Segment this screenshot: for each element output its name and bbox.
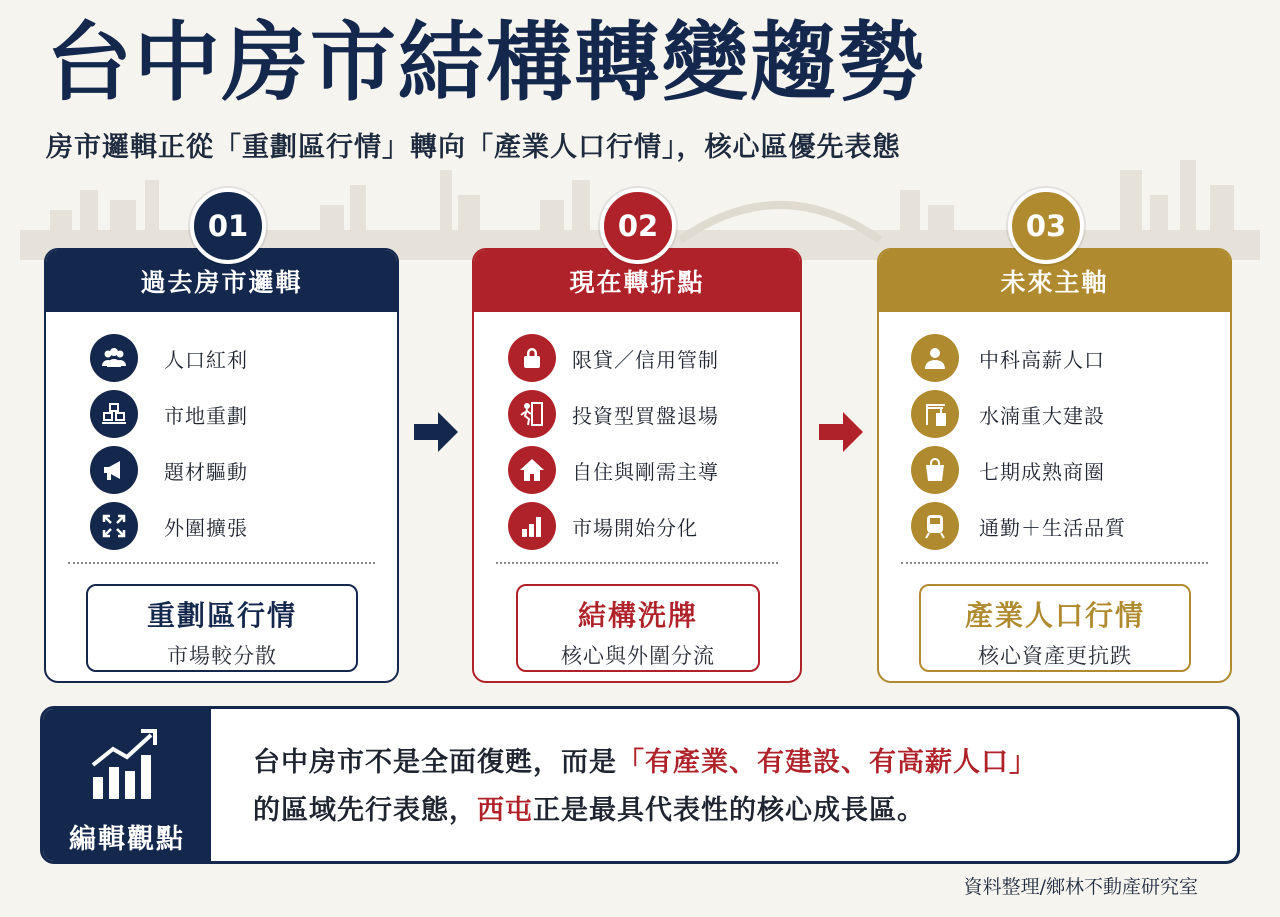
- item-label: 通勤＋生活品質: [979, 515, 1126, 540]
- card-header: 過去房市邏輯: [46, 250, 397, 312]
- step-badge-03: 03: [1008, 188, 1084, 264]
- people-icon: [90, 334, 138, 382]
- result-subtitle: 核心資產更抗跌: [978, 644, 1132, 668]
- statement-text: 台中房市不是全面復甦，而是: [253, 747, 617, 778]
- item-list: [911, 330, 1126, 554]
- list-item: [911, 386, 1126, 442]
- divider: [496, 562, 778, 564]
- editor-viewpoint-panel: [40, 706, 1240, 864]
- item-list: [508, 330, 719, 554]
- list-item: [508, 442, 719, 498]
- divider: [68, 562, 375, 564]
- result-box: [86, 584, 358, 672]
- arrow-right-icon: [817, 410, 865, 454]
- crane-icon: [911, 390, 959, 438]
- result-box: [919, 584, 1191, 672]
- step-badge-01: 01: [190, 188, 266, 264]
- item-label: 七期成熟商圈: [979, 459, 1105, 484]
- page-subtitle: 房市邏輯正從「重劃區行情」轉向「產業人口行情」，核心區優先表態: [46, 132, 901, 163]
- megaphone-icon: [90, 446, 138, 494]
- item-label: 人口紅利: [164, 347, 248, 372]
- land-blocks-icon: [90, 390, 138, 438]
- statement-highlight: 西屯: [477, 795, 533, 826]
- result-subtitle: 核心與外圍分流: [561, 644, 715, 668]
- item-label: 自住與剛需主導: [572, 459, 719, 484]
- item-label: 市地重劃: [164, 403, 248, 428]
- exit-icon: [508, 390, 556, 438]
- list-item: [508, 386, 719, 442]
- result-box: [516, 584, 760, 672]
- item-label: 題材驅動: [164, 459, 248, 484]
- item-label: 中科高薪人口: [979, 347, 1105, 372]
- statement-text: 正是最具代表性的核心成長區。: [533, 795, 925, 826]
- statement-line-1: [253, 739, 1207, 787]
- card-header: 現在轉折點: [474, 250, 800, 312]
- result-title: 重劃區行情: [146, 599, 297, 632]
- result-title: 產業人口行情: [964, 599, 1145, 632]
- page-title: 台中房市結構轉變趨勢: [46, 12, 926, 113]
- list-item: [90, 442, 248, 498]
- card-header: 未來主軸: [879, 250, 1230, 312]
- bar-chart-icon: [508, 502, 556, 550]
- list-item: [911, 442, 1126, 498]
- shopping-bag-icon: [911, 446, 959, 494]
- expand-icon: [90, 502, 138, 550]
- card-turning-point: [472, 248, 802, 683]
- item-label: 投資型買盤退場: [572, 403, 719, 428]
- item-label: 限貸／信用管制: [572, 347, 719, 372]
- editor-statement: [253, 739, 1207, 835]
- result-subtitle: 市場較分散: [167, 644, 277, 668]
- statement-text: 的區域先行表態，: [253, 795, 477, 826]
- card-future-axis: [877, 248, 1232, 683]
- growth-chart-icon: [87, 725, 167, 805]
- item-label: 市場開始分化: [572, 515, 698, 540]
- list-item: [911, 330, 1126, 386]
- source-credit: 資料整理/鄉林不動產研究室: [963, 876, 1198, 898]
- item-label: 水湳重大建設: [979, 403, 1105, 428]
- editor-label: 編輯觀點: [69, 824, 185, 855]
- list-item: [911, 498, 1126, 554]
- result-title: 結構洗牌: [577, 599, 698, 632]
- card-past-logic: [44, 248, 399, 683]
- home-icon: [508, 446, 556, 494]
- item-label: 外圍擴張: [164, 515, 248, 540]
- list-item: [90, 330, 248, 386]
- list-item: [90, 386, 248, 442]
- arrow-right-icon: [412, 410, 460, 454]
- step-badge-02: 02: [600, 188, 676, 264]
- item-list: [90, 330, 248, 554]
- train-icon: [911, 502, 959, 550]
- list-item: [90, 498, 248, 554]
- person-icon: [911, 334, 959, 382]
- list-item: [508, 498, 719, 554]
- list-item: [508, 330, 719, 386]
- editor-label-block: [43, 709, 211, 861]
- divider: [901, 562, 1208, 564]
- lock-icon: [508, 334, 556, 382]
- statement-highlight: 「有產業、有建設、有高薪人口」: [617, 747, 1037, 778]
- statement-line-2: [253, 787, 1207, 835]
